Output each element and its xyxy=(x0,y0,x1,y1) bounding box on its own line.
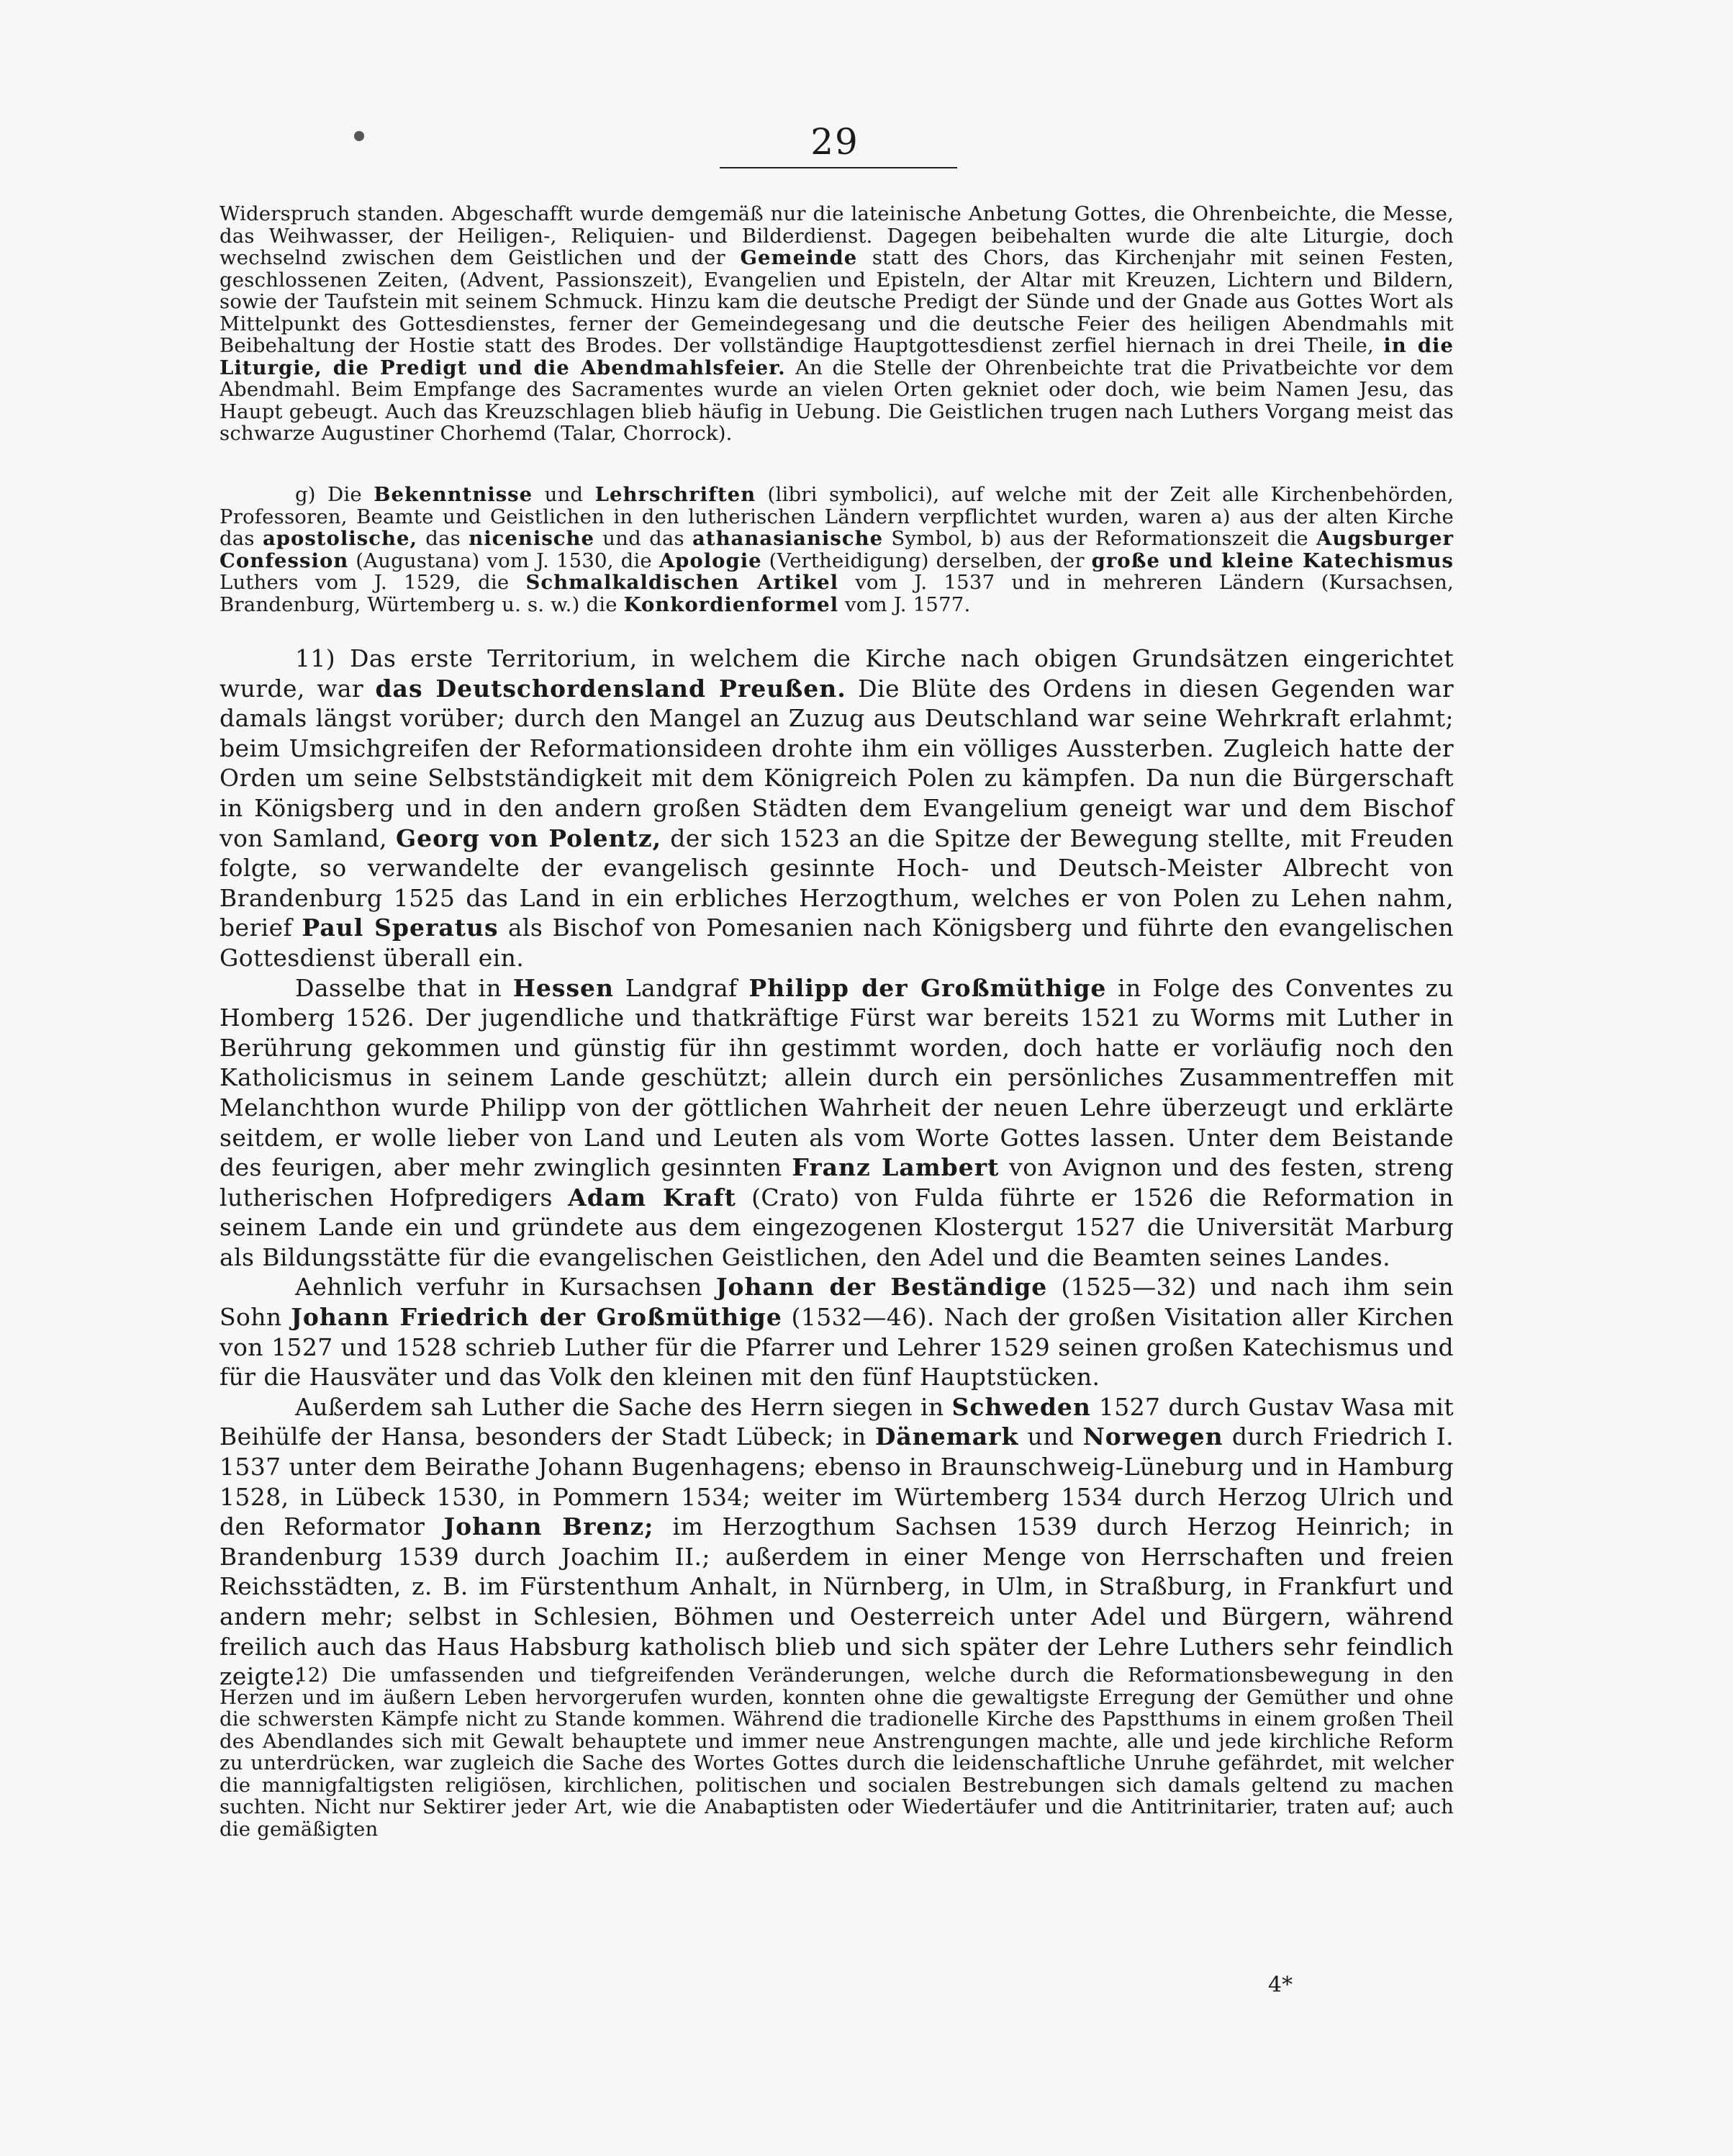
text-run: statt des Chors, das Kirchenjahr mit seinen Festen, geschlossenen Zeiten, (Advent, Passionszeit), Evangelien und Episteln, der Altar mit Kreuzen, Lichtern und Bildern, sowie der Taufstein mit seinem Schmuck. Hinzu kam die deutsche Predigt der Sünde und der Gnade aus Gottes Wort als Mittelpunkt des Gottesdienstes, ferner der Gemeindegesang und die deutsche Feier des heiligen Abendmahls mit Beibehaltung der Hostie statt des Brodes. Der vollständige Hauptgottesdienst zerfiel hiernach in drei Theile, xyxy=(220,246,1454,357)
text-run: An die Stelle der Ohrenbeichte trat die Privatbeichte vor dem Abendmahl. Beim Empfange des Sacramentes wurde an vielen Orten gekniet oder doch, wie beim Namen Jesu, das Haupt gebeugt. Auch das Kreuzschlagen blieb häufig in Uebung. Die Geistlichen trugen nach Luthers Vorgang meist das schwarze Augustiner Chorhemd (Talar, Chorrock). xyxy=(220,356,1454,445)
emphasized-term: Johann der Beständige xyxy=(715,1273,1048,1302)
emphasized-term: Norwegen xyxy=(1082,1422,1223,1451)
emphasized-term: Franz Lambert xyxy=(792,1153,1000,1182)
text-run: 12) Die umfassenden und tiefgreifenden Veränderungen, welche durch die Reformationsbewegung in den Herzen und im äußern Leben hervorgerufen wurden, konnten ohne die gewaltigste Erregung der Gemüther und ohne die schwersten Kämpfe nicht zu Stande kommen. Während die tradionelle Kirche des Papstthums in einem großen Theil des Abendlandes sich mit Gewalt behauptete und immer neue Anstrengungen machte, alle und jede kirchliche Reform zu unterdrücken, war zugleich die Sache des Wortes Gottes durch die leidenschaftliche Unruhe gefährdet, mit welcher die mannigfaltigsten religiösen, kirchlichen, politischen und socialen Bestrebungen sich damals geltend zu machen suchten. Nicht nur Sektirer jeder Art, wie die Anabaptisten oder Wiedertäufer und die Antitrinitarier, traten auf; auch die gemäßigten xyxy=(220,1664,1454,1841)
text-run: von Avignon und des festen, streng lutherischen Hofpredigers xyxy=(220,1153,1454,1212)
emphasized-term: das Deutschordensland Preußen. xyxy=(375,674,846,703)
paragraph-prussia xyxy=(220,644,1454,973)
text-run: Dasselbe that in xyxy=(295,973,513,1002)
emphasized-term: Georg von Polentz, xyxy=(396,824,662,852)
section-liturgy xyxy=(220,203,1454,445)
emphasized-term: in die Liturgie, die Predigt und die Abendmahlsfeier. xyxy=(220,334,1454,379)
emphasized-term: Schweden xyxy=(951,1392,1091,1421)
text-run: Symbol, b) aus der Reformationszeit die xyxy=(883,527,1317,550)
text-run: 1527 durch Gustav Wasa mit Beihülfe der Hansa, besonders der Stadt Lübeck; in xyxy=(220,1392,1454,1451)
emphasized-term: Konkordienformel xyxy=(623,592,839,616)
text-run: g) Die xyxy=(295,483,374,506)
text-run: (libri symbolici), auf welche mit der Zeit alle Kirchenbehörden, Professoren, Beamte und Geistlichen in den lutherischen Ländern verpflichtet wurden, waren a) aus der alten Kirche das xyxy=(220,483,1454,550)
paragraph-other-lands xyxy=(220,1392,1454,1692)
text-run: vom J. 1577. xyxy=(838,592,971,616)
emphasized-term: große und kleine Katechismus xyxy=(1091,549,1454,572)
emphasized-term: Paul Speratus xyxy=(302,914,499,942)
emphasized-term: apostolische, xyxy=(262,527,418,550)
emphasized-term: Adam Kraft xyxy=(568,1183,736,1212)
page-number-rule xyxy=(720,167,957,168)
text-run: als Bischof von Pomesanien nach Königsberg und führte den evangelischen Gottesdienst überall ein. xyxy=(220,914,1454,972)
text-run: (1532—46). Nach der großen Visitation aller Kirchen von 1527 und 1528 schrieb Luther für die Pfarrer und Lehrer 1529 seinen großen Katechismus und für die Hausväter und das Volk den kleinen mit den fünf Hauptstücken. xyxy=(220,1303,1454,1392)
section-struggles xyxy=(220,1664,1454,1840)
text-run: durch Friedrich I. 1537 unter dem Beirathe Johann Bugenhagens; ebenso in Braunschweig-Lüneburg und in Hamburg 1528, in Lübeck 1530, in Pommern 1534; weiter im Würtemberg 1534 durch Herzog Ulrich und den Reformator xyxy=(220,1422,1454,1541)
text-run: und xyxy=(533,483,595,506)
text-run: und das xyxy=(594,527,693,550)
section-territories xyxy=(220,644,1454,1692)
signature-mark: 4* xyxy=(1268,1972,1293,1998)
emphasized-term: Philipp der Großmüthige xyxy=(748,973,1107,1002)
paragraph-confessions xyxy=(220,484,1454,615)
text-run: Die Blüte des Ordens in diesen Gegenden war damals längst vorüber; durch den Mangel an Zuzug aus Deutschland war seine Wehrkraft erlahmt; beim Umsichgreifen der Reformationsideen drohte ihm ein völliges Aussterben. Zugleich hatte der Orden um seine Selbstständigkeit mit dem Königreich Polen zu kämpfen. Da nun die Bürgerschaft in Königsberg und in den andern großen Städten dem Evangelium geneigt war und dem Bischof von Samland, xyxy=(220,674,1454,852)
text-run: Aehnlich verfuhr in Kursachsen xyxy=(295,1273,716,1302)
text-run: Luthers vom J. 1529, die xyxy=(220,571,526,594)
text-run: (Augustana) vom J. 1530, die xyxy=(348,549,659,572)
text-run: 11) Das erste Territorium, in welchem die Kirche nach obigen Grundsätzen eingerichtet wurde, war xyxy=(220,644,1454,703)
text-run: und xyxy=(1018,1422,1083,1451)
emphasized-term: nicenische xyxy=(469,527,595,550)
emphasized-term: Apologie xyxy=(659,549,762,572)
text-run: (1525—32) und nach ihm sein Sohn xyxy=(220,1273,1454,1332)
emphasized-term: Hessen xyxy=(512,973,615,1002)
page-number: 29 xyxy=(810,121,859,163)
text-run: im Herzogthum Sachsen 1539 durch Herzog Heinrich; in Brandenburg 1539 durch Joachim II.; außerdem in einer Menge von Herrschaften und freien Reichsstädten, z. B. im Fürstenthum Anhalt, in Nürnberg, in Ulm, in Straßburg, in Frankfurt und andern mehr; selbst in Schlesien, Böhmen und Oesterreich unter Adel und Bürgern, während freilich auch das Haus Habsburg katholisch blieb und sich später der Lehre Luthers sehr feindlich zeigte. xyxy=(220,1512,1454,1691)
text-run: das xyxy=(417,527,469,550)
emphasized-term: Dänemark xyxy=(874,1422,1019,1451)
emphasized-term: Bekenntnisse xyxy=(374,483,533,506)
text-run: in Folge des Conventes zu Homberg 1526. Der jugendliche und thatkräftige Fürst war bereits 1521 zu Worms mit Luther in Berührung gekommen und günstig für ihn gestimmt worden, doch hatte er vorläufig noch den Katholicismus in seinem Lande geschützt; allein durch ein persönliches Zusammentreffen mit Melanchthon wurde Philipp von der göttlichen Wahrheit der neuen Lehre überzeugt und erklärte seitdem, er wolle lieber von Land und Leuten als vom Worte Gottes lassen. Unter dem Beistande des feurigen, aber mehr zwinglich gesinnten xyxy=(220,973,1454,1182)
emphasized-term: athanasianische xyxy=(692,527,884,550)
emphasized-term: Schmalkaldischen Artikel xyxy=(525,571,839,594)
emphasized-term: Johann Brenz; xyxy=(443,1512,654,1541)
paragraph-kursachsen xyxy=(220,1272,1454,1392)
text-run: Außerdem sah Luther die Sache des Herrn siegen in xyxy=(295,1392,952,1421)
text-run: Landgraf xyxy=(614,973,749,1002)
paragraph-struggles xyxy=(220,1664,1454,1840)
text-run: der sich 1523 an die Spitze der Bewegung stellte, mit Freuden folgte, so verwandelte der evangelisch gesinnte Hoch- und Deutsch-Meister Albrecht von Brandenburg 1525 das Land in ein erbliches Herzogthum, welches er von Polen zu Lehen nahm, berief xyxy=(220,824,1454,942)
ink-dot xyxy=(354,131,364,141)
text-run: Widerspruch standen. Abgeschafft wurde demgemäß nur die lateinische Anbetung Gottes, die Ohrenbeichte, die Messe, das Weihwasser, der Heiligen-, Reliquien- und Bilderdienst. Dagegen beibehalten wurde die alte Liturgie, doch wechselnd zwischen dem Geistlichen und der xyxy=(220,202,1454,269)
paragraph-hessen xyxy=(220,973,1454,1273)
section-confessions xyxy=(220,484,1454,615)
paragraph-liturgy xyxy=(220,203,1454,445)
emphasized-term: Lehrschriften xyxy=(594,483,756,506)
text-run: (Crato) von Fulda führte er 1526 die Reformation in seinem Lande ein und gründete aus dem eingezogenen Klostergut 1527 die Universität Marburg als Bildungsstätte für die evangelischen Geistlichen, den Adel und die Beamten seines Landes. xyxy=(220,1183,1454,1271)
text-run: (Vertheidigung) derselben, der xyxy=(761,549,1092,572)
text-run: vom J. 1537 und in mehreren Ländern (Kursachsen, Brandenburg, Würtemberg u. s. w.) die xyxy=(220,571,1454,616)
emphasized-term: Gemeinde xyxy=(740,246,858,269)
emphasized-term: Johann Friedrich der Großmüthige xyxy=(291,1303,782,1332)
emphasized-term: Augsburger Confession xyxy=(220,527,1454,572)
